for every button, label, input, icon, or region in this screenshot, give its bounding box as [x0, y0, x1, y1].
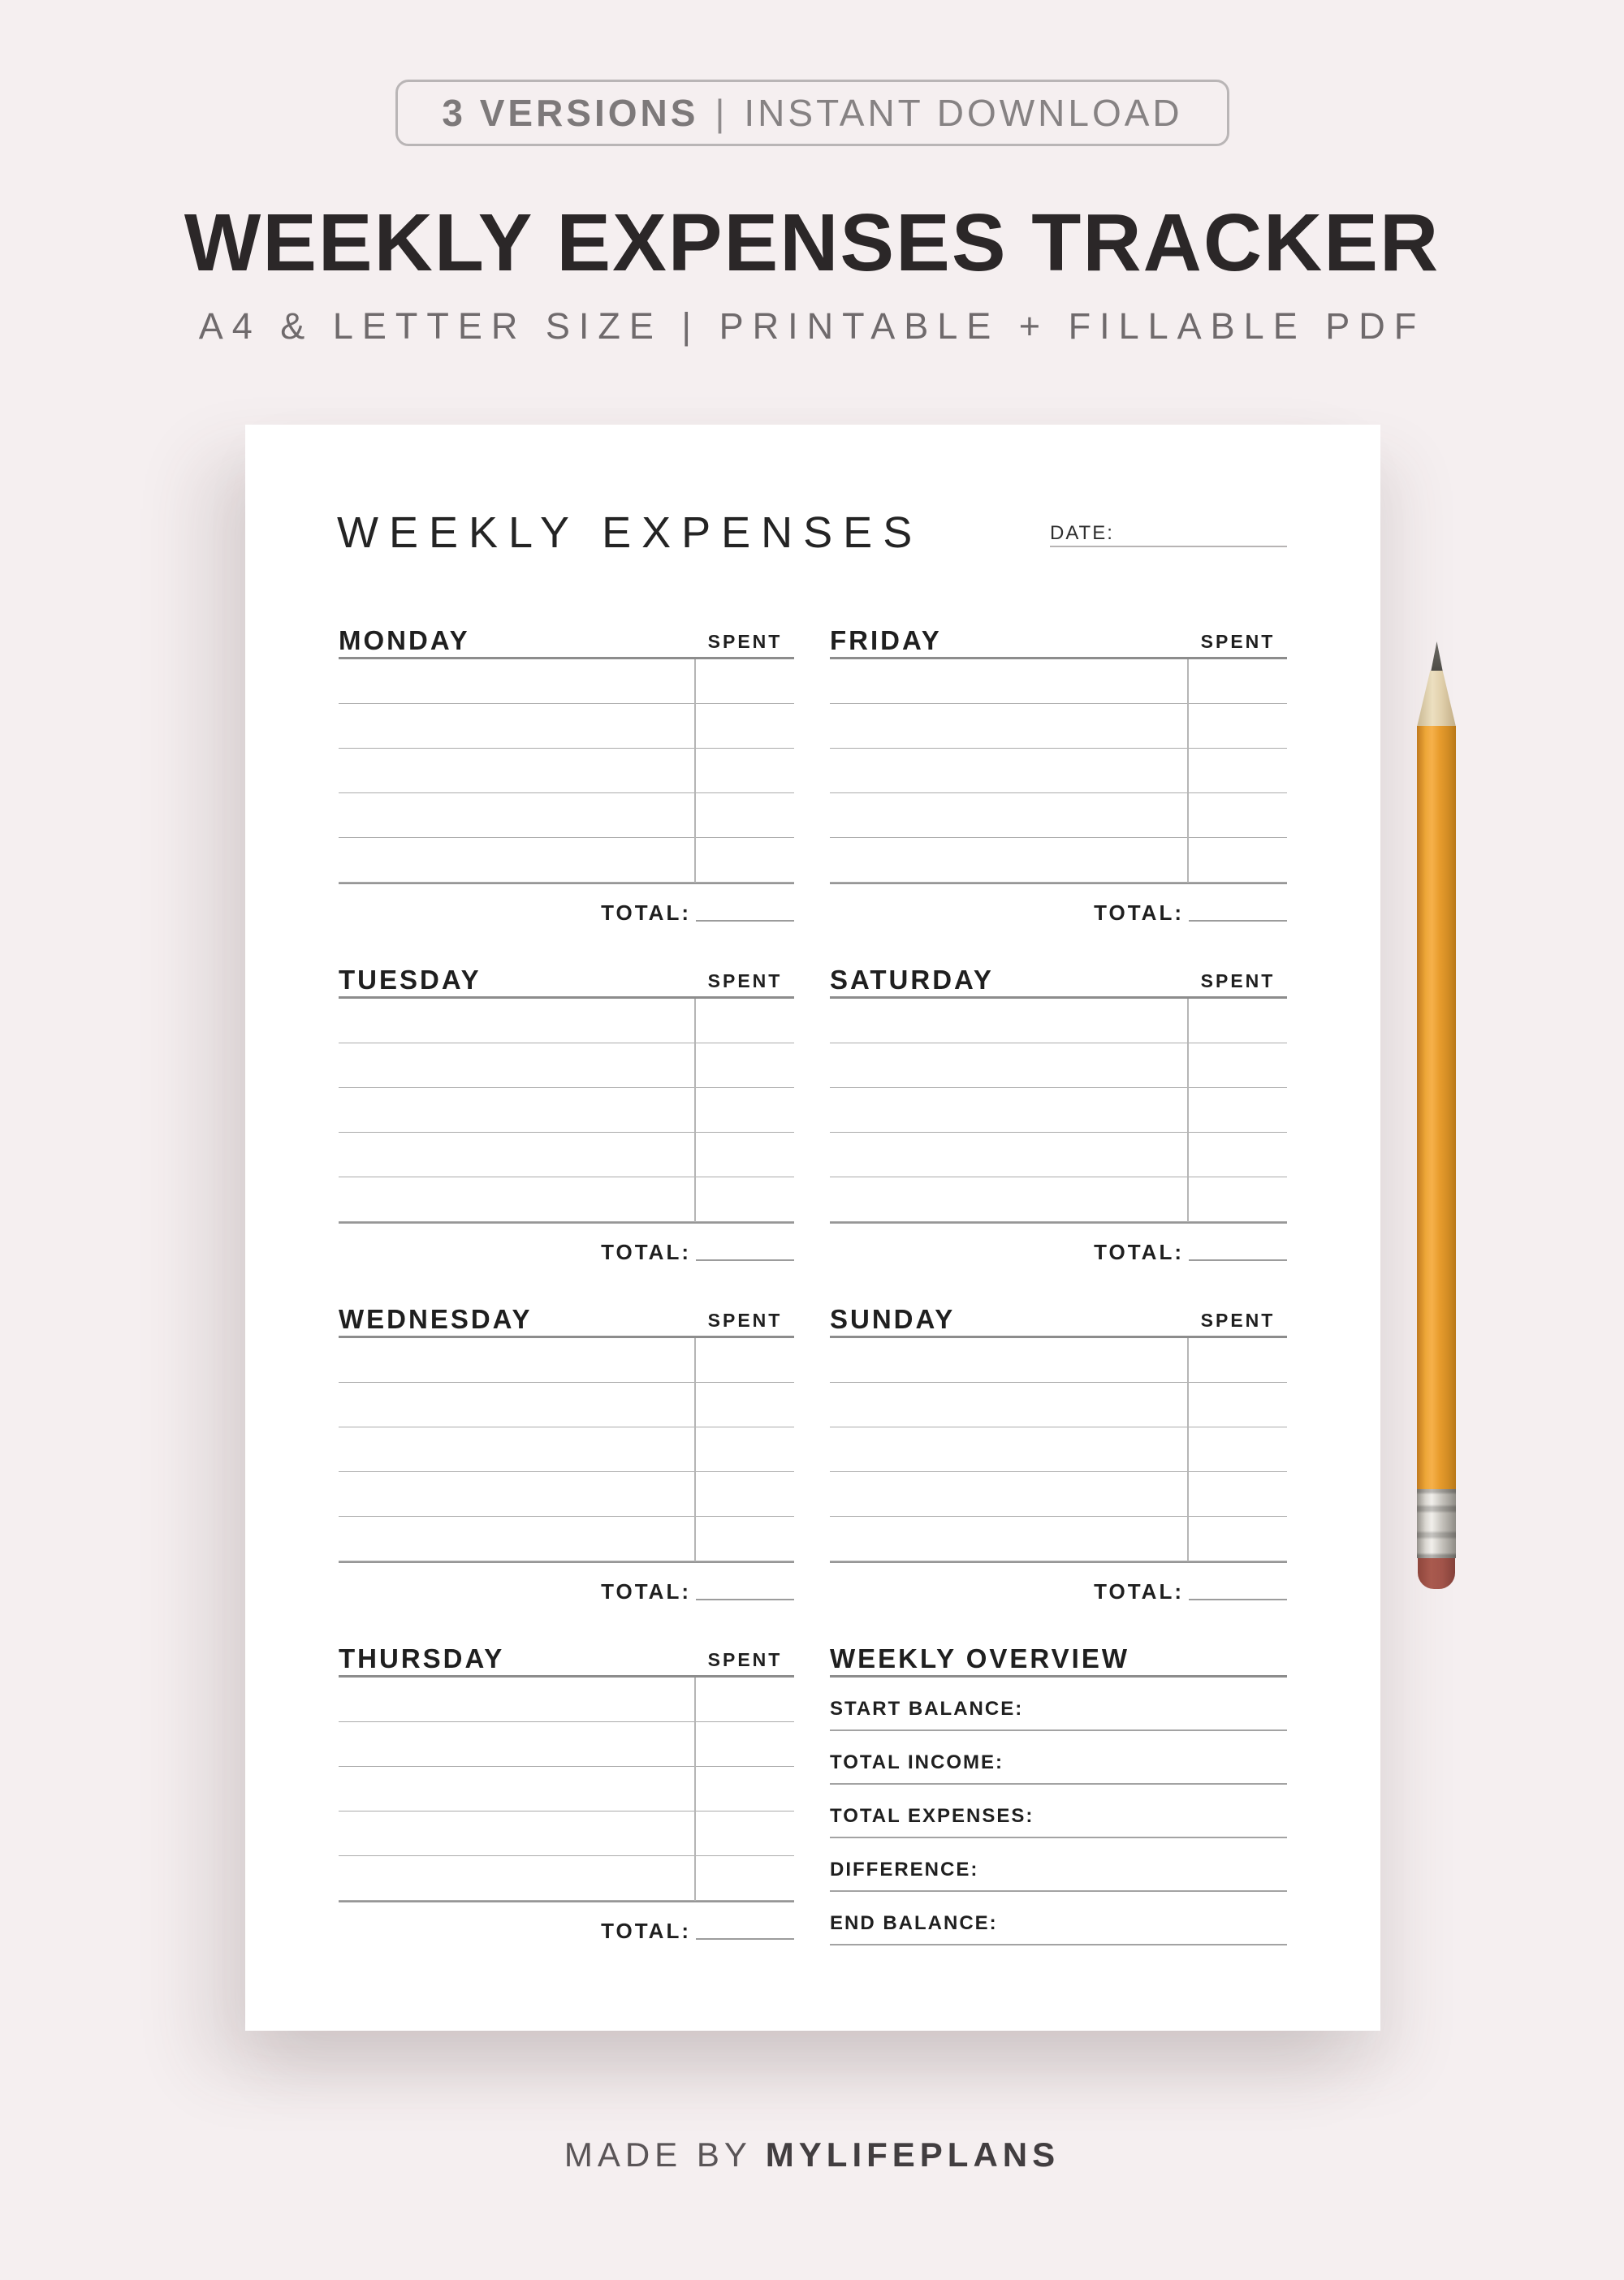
expense-row	[830, 1177, 1287, 1222]
day-section-saturday	[830, 961, 1287, 1300]
expense-row	[830, 749, 1287, 793]
spent-column-divider	[694, 1338, 696, 1561]
expense-row	[830, 1088, 1287, 1133]
expense-row	[339, 704, 794, 749]
spent-column-divider	[1187, 1338, 1189, 1561]
day-name-label: TUESDAY	[339, 965, 482, 995]
day-section-friday	[830, 621, 1287, 961]
tracker-paper-sheet	[245, 425, 1380, 2031]
pencil-graphite-tip	[1431, 641, 1443, 672]
day-section-header	[830, 961, 1287, 993]
day-section-tuesday	[339, 961, 794, 1300]
expense-entry-table	[830, 1336, 1287, 1563]
pencil	[1417, 641, 1456, 1589]
expense-entry-table	[339, 1675, 794, 1902]
footer-brand: MYLIFEPLANS	[765, 2135, 1060, 2174]
expense-entry-table	[830, 996, 1287, 1224]
overview-field-label: TOTAL INCOME:	[830, 1751, 1004, 1773]
pencil-ferrule	[1417, 1489, 1456, 1558]
weekly-overview-rows	[830, 1675, 1287, 1945]
day-total-row	[339, 894, 794, 923]
expense-row	[339, 838, 794, 883]
expense-row	[339, 1383, 794, 1427]
page-title: WEEKLY EXPENSES TRACKER	[184, 197, 1440, 288]
expense-row	[830, 659, 1287, 704]
footer-credit	[0, 2135, 1624, 2174]
overview-row	[830, 1785, 1287, 1838]
expense-row	[830, 704, 1287, 749]
day-section-sunday	[830, 1300, 1287, 1639]
overview-row	[830, 1731, 1287, 1785]
day-sections-grid	[339, 621, 1287, 1979]
expense-row	[339, 1517, 794, 1561]
total-fill-line	[1189, 1573, 1287, 1600]
day-name-label: MONDAY	[339, 625, 470, 655]
expense-row	[339, 1427, 794, 1472]
date-field	[1050, 522, 1287, 547]
expense-entry-table	[339, 657, 794, 884]
day-total-row	[339, 1233, 794, 1263]
overview-field-label: END BALANCE:	[830, 1912, 998, 1934]
spent-column-divider	[694, 1678, 696, 1901]
expense-row	[339, 1177, 794, 1222]
badge-separator: |	[715, 92, 728, 134]
expense-row	[830, 1133, 1287, 1177]
overview-row	[830, 1892, 1287, 1945]
day-section-wednesday	[339, 1300, 794, 1639]
spent-column-label: SPENT	[1200, 970, 1276, 991]
expense-row	[830, 838, 1287, 883]
overview-field-label: START BALANCE:	[830, 1698, 1024, 1720]
day-total-row	[830, 894, 1287, 923]
total-label: TOTAL:	[601, 900, 691, 925]
day-section-monday	[339, 621, 794, 961]
total-fill-line	[696, 894, 794, 922]
total-fill-line	[1189, 894, 1287, 922]
expense-row	[830, 1383, 1287, 1427]
day-name-label: SATURDAY	[830, 965, 994, 995]
day-section-header	[830, 621, 1287, 654]
paper-title: WEEKLY EXPENSES	[337, 508, 923, 557]
total-fill-line	[696, 1573, 794, 1600]
overview-field-label: TOTAL EXPENSES:	[830, 1805, 1034, 1827]
expense-row	[830, 1427, 1287, 1472]
expense-row	[339, 793, 794, 838]
day-section-header	[339, 1300, 794, 1332]
total-fill-line	[696, 1912, 794, 1940]
total-fill-line	[1189, 1233, 1287, 1261]
expense-row	[339, 1678, 794, 1722]
expense-row	[339, 749, 794, 793]
spent-column-label: SPENT	[707, 631, 783, 652]
pencil-eraser	[1418, 1558, 1455, 1589]
expense-row	[830, 1472, 1287, 1517]
expense-row	[339, 999, 794, 1043]
day-section-header	[339, 1639, 794, 1672]
badge-download-text: INSTANT DOWNLOAD	[744, 92, 1183, 134]
pencil-wood-cone	[1417, 671, 1456, 727]
spent-column-label: SPENT	[1200, 631, 1276, 652]
weekly-overview-section	[830, 1639, 1287, 1979]
day-name-label: WEDNESDAY	[339, 1304, 533, 1334]
expense-entry-table	[339, 1336, 794, 1563]
overview-row	[830, 1838, 1287, 1892]
expense-row	[830, 1043, 1287, 1088]
spent-column-label: SPENT	[707, 1310, 783, 1331]
spent-column-divider	[1187, 659, 1189, 883]
day-section-header	[830, 1300, 1287, 1332]
expense-row	[339, 1133, 794, 1177]
day-name-label: THURSDAY	[339, 1643, 505, 1673]
day-name-label: SUNDAY	[830, 1304, 956, 1334]
total-label: TOTAL:	[601, 1240, 691, 1264]
page-subtitle: A4 & LETTER SIZE | PRINTABLE + FILLABLE PDF	[198, 305, 1426, 347]
badge-versions-text: 3 VERSIONS	[442, 92, 699, 134]
day-section-header	[339, 621, 794, 654]
date-label: DATE:	[1050, 522, 1114, 544]
expense-row	[830, 793, 1287, 838]
expense-row	[339, 1811, 794, 1856]
spent-column-label: SPENT	[707, 1649, 783, 1670]
total-label: TOTAL:	[1094, 900, 1184, 925]
expense-row	[830, 999, 1287, 1043]
expense-row	[339, 1767, 794, 1811]
overview-field-label: DIFFERENCE:	[830, 1859, 979, 1881]
expense-row	[339, 1338, 794, 1383]
expense-row	[339, 1722, 794, 1767]
day-total-row	[830, 1233, 1287, 1263]
expense-row	[339, 1856, 794, 1901]
total-label: TOTAL:	[601, 1919, 691, 1943]
spent-column-divider	[694, 999, 696, 1222]
overview-row	[830, 1678, 1287, 1731]
total-label: TOTAL:	[1094, 1579, 1184, 1604]
day-name-label: FRIDAY	[830, 625, 942, 655]
day-total-row	[339, 1573, 794, 1602]
expense-row	[339, 1088, 794, 1133]
day-total-row	[830, 1573, 1287, 1602]
spent-column-label: SPENT	[707, 970, 783, 991]
expense-row	[830, 1517, 1287, 1561]
expense-entry-table	[339, 996, 794, 1224]
versions-badge	[395, 80, 1229, 146]
weekly-overview-title: WEEKLY OVERVIEW	[830, 1643, 1129, 1673]
expense-row	[339, 659, 794, 704]
total-fill-line	[696, 1233, 794, 1261]
day-section-header	[339, 961, 794, 993]
total-label: TOTAL:	[601, 1579, 691, 1604]
pencil-body	[1417, 726, 1456, 1489]
spent-column-label: SPENT	[1200, 1310, 1276, 1331]
expense-row	[830, 1338, 1287, 1383]
expense-entry-table	[830, 657, 1287, 884]
spent-column-divider	[694, 659, 696, 883]
day-section-thursday	[339, 1639, 794, 1979]
total-label: TOTAL:	[1094, 1240, 1184, 1264]
expense-row	[339, 1043, 794, 1088]
expense-row	[339, 1472, 794, 1517]
footer-made-by: MADE BY	[564, 2135, 766, 2174]
spent-column-divider	[1187, 999, 1189, 1222]
day-total-row	[339, 1912, 794, 1941]
